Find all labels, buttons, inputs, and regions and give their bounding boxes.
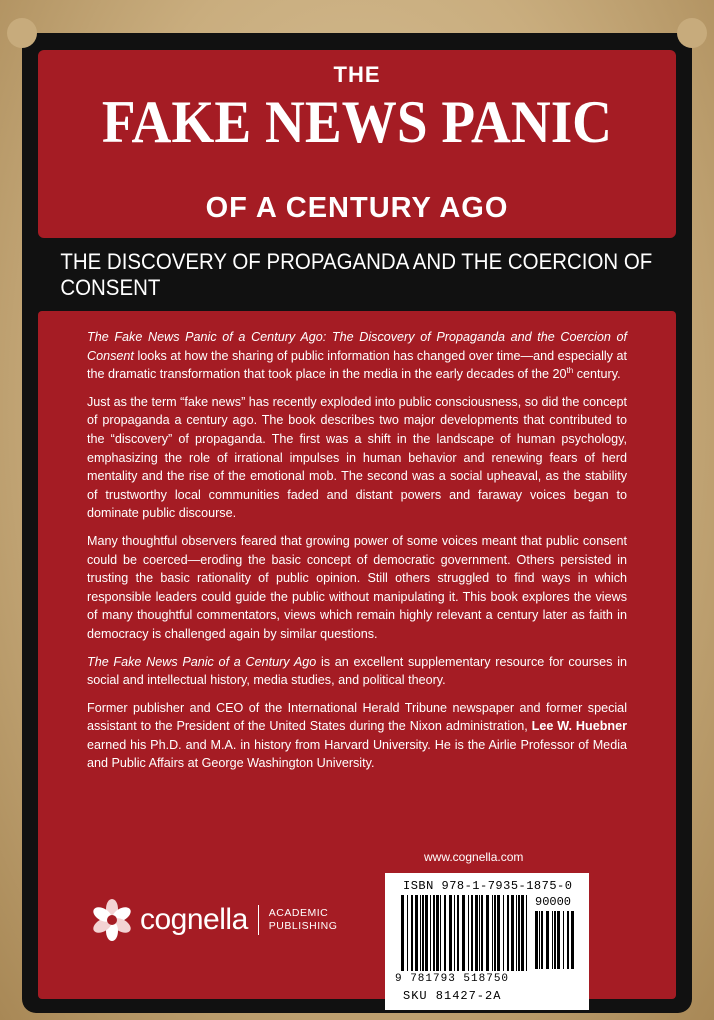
- barcode-bar: [475, 895, 478, 971]
- cognella-flower-icon: [90, 898, 134, 942]
- barcode-bar: [471, 895, 473, 971]
- title-the: THE: [333, 62, 381, 87]
- barcode-bar: [425, 895, 428, 971]
- barcode-bar: [557, 911, 560, 969]
- barcode-bar: [462, 895, 465, 971]
- barcode-bar: [535, 911, 538, 969]
- barcode-bar: [511, 895, 514, 971]
- barcode-bar: [420, 895, 421, 971]
- book-subtitle: THE DISCOVERY OF PROPAGANDA AND THE COERCION OF CONSENT: [60, 249, 653, 300]
- barcode-bar: [449, 895, 452, 971]
- barcode-bar: [457, 895, 459, 971]
- barcode-bar: [539, 911, 540, 969]
- publisher-name: cognella: [140, 903, 248, 936]
- barcode-bar: [567, 911, 569, 969]
- barcode-bar: [433, 895, 435, 971]
- barcode-bar: [454, 895, 455, 971]
- barcode-bar: [563, 911, 564, 969]
- title-subline: OF A CENTURY AGO: [205, 192, 509, 224]
- blurb-text: looks at how the sharing of public information has changed over time—and especially at the dramatic transformation that took place in the media in the early decades of the 20: [87, 348, 627, 382]
- barcode-bar: [494, 895, 496, 971]
- blurb-paragraph-3: Many thoughtful observers feared that growing power of some voices meant that public consent could be coerced—eroding the basic concept of democratic government. Others persisted in trusting the basic rationality of public opinion. Still others struggled to find ways in which responsible leaders could guide the public without manipulating it. This book explores the views of many thoughtful commentators, views which remain highly relevant a century later as faith in democracy is challenged again by similar questions.: [87, 533, 627, 641]
- barcode-bar: [507, 895, 509, 971]
- addon-barcode: [535, 911, 575, 971]
- publisher-logo: [90, 898, 337, 942]
- book-title: FAKE NEWS PANIC: [101, 89, 613, 155]
- barcode-bar: [411, 895, 413, 971]
- barcode-bar: [518, 895, 520, 971]
- barcode-bar: [407, 895, 408, 971]
- blurb-text: Former publisher and CEO of the International Herald Tribune newspaper and former special assistant to the President of the United States during the Nixon administration,: [87, 700, 627, 734]
- barcode-bar: [554, 911, 556, 969]
- isbn-text: ISBN 978-1-7935-1875-0: [403, 879, 573, 893]
- barcode-bar: [422, 895, 424, 971]
- barcode-bar: [479, 895, 480, 971]
- barcode-bar: [521, 895, 524, 971]
- blurb-text: earned his Ph.D. and M.A. in history from Harvard University. He is the Airlie Professor of Media and Public Affairs at George Washington University.: [87, 737, 627, 771]
- barcode-bar: [516, 895, 517, 971]
- author-name: Lee W. Huebner: [531, 719, 627, 734]
- barcode-bar: [440, 895, 441, 971]
- logo-divider: [258, 905, 259, 935]
- publisher-tagline: [269, 907, 338, 933]
- author-bio: [87, 699, 627, 773]
- barcode-bar: [415, 895, 418, 971]
- barcode-digits: 9 781793 518750: [395, 973, 510, 985]
- blurb-paragraph-1: [87, 328, 627, 384]
- blurb-text: century.: [573, 367, 621, 382]
- barcode-bar: [430, 895, 431, 971]
- sku-text: SKU 81427-2A: [403, 989, 502, 1003]
- barcode-bar: [552, 911, 553, 969]
- barcode-bar: [546, 911, 549, 969]
- blurb-paragraph-4: [87, 653, 627, 690]
- barcode-bar: [486, 895, 489, 971]
- barcode-bar: [492, 895, 493, 971]
- barcode-bar: [436, 895, 439, 971]
- barcode-box: [385, 873, 589, 1010]
- blurb-paragraph-2: Just as the term “fake news” has recently exploded into public consciousness, so did the concept of propaganda a century ago. The book describes two major developments that contributed to the “discovery” of propaganda. The first was a shift in the landscape of human psychology, emphasizing the role of irrational impulses in human behavior and renewing fears of herd mentality and the rise of the emotional mob. The second was a social upheaval, as the stability of trustworthy local communities faded and distant powers and faraway voices began to dominate public discourse.: [87, 394, 627, 521]
- barcode-bar: [481, 895, 483, 971]
- barcode-bar: [497, 895, 500, 971]
- barcode-bar: [444, 895, 446, 971]
- ean-barcode: [401, 895, 531, 973]
- tagline-line-1: ACADEMIC: [268, 907, 329, 919]
- superscript: th: [566, 366, 574, 375]
- back-cover-blurb: [87, 328, 627, 782]
- barcode-bar: [526, 895, 527, 971]
- barcode-bar: [468, 895, 469, 971]
- tagline-line-2: PUBLISHING: [268, 920, 338, 932]
- blurb-text: is an excellent supplementary resource for courses in social and intellectual history, media studies, and political theory.: [87, 654, 628, 688]
- barcode-bar: [401, 895, 404, 971]
- barcode-bar: [503, 895, 504, 971]
- blurb-book-title: The Fake News Panic of a Century Ago: [87, 654, 317, 669]
- barcode-bar: [541, 911, 543, 969]
- blurb-book-title: The Fake News Panic of a Century Ago: The Discovery of Propaganda and the Coercion of Consent: [87, 330, 627, 363]
- barcode-bar: [571, 911, 574, 969]
- publisher-website: www.cognella.com: [424, 850, 524, 864]
- price-code: 90000: [535, 895, 572, 909]
